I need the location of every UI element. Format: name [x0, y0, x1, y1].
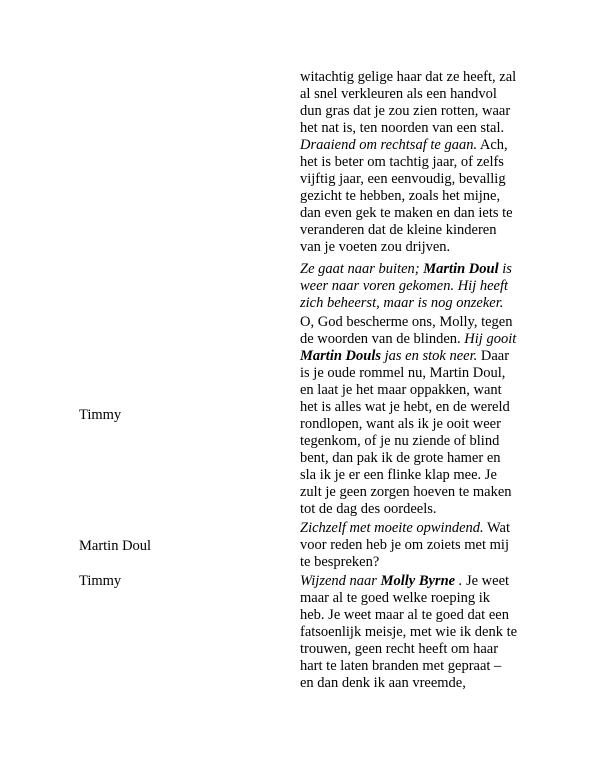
text-line: Draaiend om rechtsaf te gaan. Ach,: [300, 137, 508, 153]
text-line: en laat je het maar oppakken, want: [300, 382, 502, 398]
text-line: tot de dag des oordeels.: [300, 501, 437, 517]
text-line: vijftig jaar, een eenvoudig, bevallig: [300, 171, 506, 187]
text-line: witachtig gelige haar dat ze heeft, zal: [300, 69, 517, 85]
text-line: de woorden van de blinden. Hij gooit: [300, 331, 517, 347]
text-line: al snel verkleuren als een handvol: [300, 86, 497, 102]
text-line: te bespreken?: [300, 554, 380, 570]
text-line: van je voeten zou drijven.: [300, 239, 451, 255]
speaker-name: Timmy: [79, 573, 122, 589]
text-line: Zichzelf met moeite opwindend. Wat: [300, 520, 510, 536]
text-line: bent, dan pak ik de grote hamer en: [300, 450, 501, 466]
text-line: fatsoenlijk meisje, met wie ik denk te: [300, 624, 518, 640]
text-line: het is beter om tachtig jaar, of zelfs: [300, 154, 504, 170]
dialogue-text: [300, 520, 532, 571]
text-line: zult je geen zorgen hoeven te maken: [300, 484, 512, 500]
text-line: het is alles wat je hebt, en de wereld: [300, 399, 510, 415]
dialogue-text: [300, 573, 532, 692]
text-line: tegenkom, of je nu ziende of blind: [300, 433, 500, 449]
text-line: veranderen dat de kleine kinderen: [300, 222, 497, 238]
text-line: heb. Je weet maar al te goed dat een: [300, 607, 509, 623]
speaker-name: Timmy: [79, 407, 122, 423]
text-line: weer naar voren gekomen. Hij heeft: [300, 278, 509, 294]
text-line: rondlopen, want als ik je ooit weer: [300, 416, 501, 432]
text-line: gezicht te hebben, zoals het mijne,: [300, 188, 501, 204]
text-line: Wijzend naar Molly Byrne . Je weet: [300, 573, 510, 589]
speaker-name: Martin Doul: [79, 538, 152, 554]
text-line: hart te laten branden met gepraat –: [300, 658, 502, 674]
text-line: zich beheerst, maar is nog onzeker.: [300, 295, 504, 311]
dialogue-text: [300, 69, 532, 256]
text-line: trouwen, geen recht heeft om haar: [300, 641, 499, 657]
stage-direction: [300, 261, 532, 312]
text-line: Ze gaat naar buiten; Martin Doul is: [300, 261, 512, 277]
text-line: O, God bescherme ons, Molly, tegen: [300, 314, 513, 330]
text-line: Martin Douls jas en stok neer. Daar: [300, 348, 510, 364]
text-line: voor reden heb je om zoiets met mij: [300, 537, 509, 553]
text-line: maar al te goed welke roeping ik: [300, 590, 491, 606]
text-line: dun gras dat je zou zien rotten, waar: [300, 103, 511, 119]
text-line: sla ik je er een flinke klap mee. Je: [300, 467, 497, 483]
dialogue-text: [300, 314, 532, 518]
text-line: dan even gek te maken en dan iets te: [300, 205, 513, 221]
text-line: en dan denk ik aan vreemde,: [300, 675, 466, 691]
text-line: is je oude rommel nu, Martin Doul,: [300, 365, 506, 381]
text-line: het nat is, ten noorden van een stal.: [300, 120, 505, 136]
